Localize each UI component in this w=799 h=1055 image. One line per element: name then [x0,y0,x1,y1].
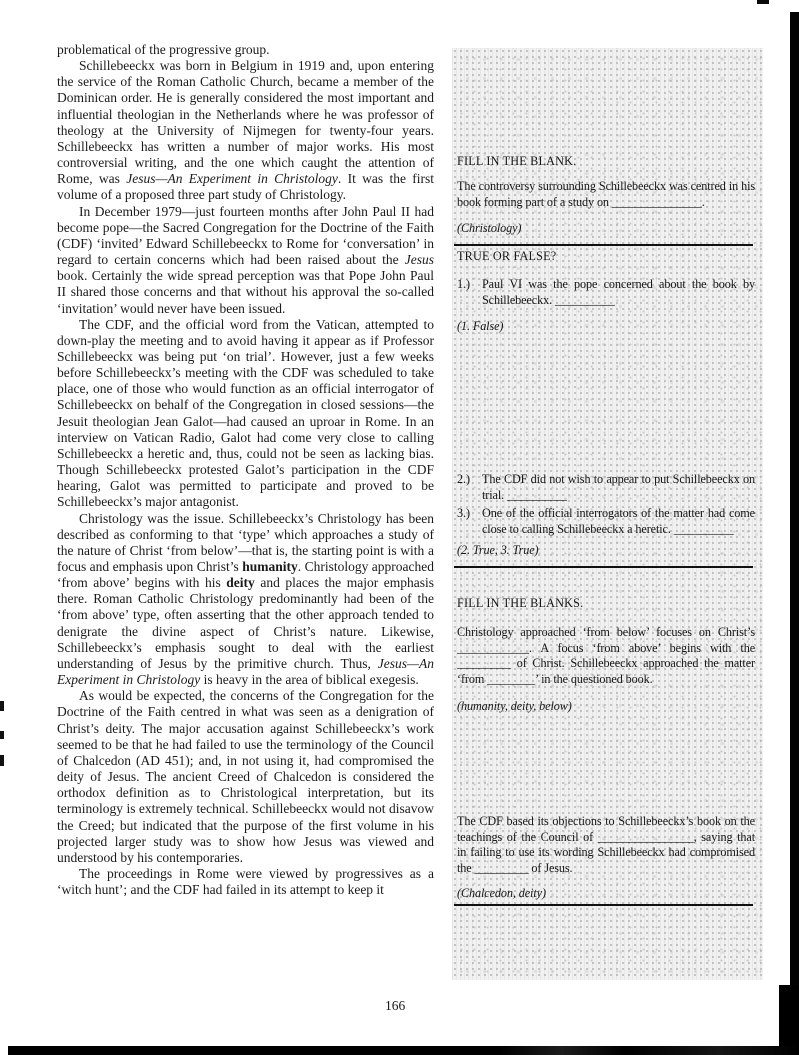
paragraph: Schillebeeckx was born in Belgium in 1919 and, upon entering the service of the Roman Catholic Church, became a member of the Dominican order. He is generally considered the most important and influential theologian in the Netherlands where he was professor of theology at the University of Nijmegen for twenty-four years. Schillebeeckx has written a number of major works. His most controversial writing, and the one which caught the attention of Rome, was Jesus—An Experiment in Christology. It was the first volume of a proposed three part study of Christology. [57,58,434,203]
paragraph: problematical of the progressive group. [57,42,270,57]
question-text: Paul VI was the pope concerned about the book by Schillebeeckx. __________ [482,277,755,307]
true-false-question-2 [457,472,755,503]
paragraph: The CDF, and the official word from the Vatican, attempted to down-play the meeting and to avoid having it appear as if Professor Schillebeeckx was being put ‘on trial’. However, just a few weeks before Schillebeeckx’s meeting with the CDF was scheduled to take place, one of those who would function as an official interrogator of Schillebeeckx on behalf of the Congregation in closed sessions—the Jesuit theologian Jean Galot—had caused an uproar in Rome. In an interview on Vatican Radio, Galot had come very close to calling Schillebeeckx a heretic and, thus, could not be seen as lacking bias. Though Schillebeeckx protested Galot’s participation in the CDF hearing, Galot was permitted to participate and proved to be Schillebeeckx’s major antagonist. [57,316,434,510]
section-divider [454,566,753,568]
section-divider [454,904,753,906]
scan-artifact [779,985,799,1055]
question-number: 1.) [457,277,470,291]
true-false-question-3 [457,506,755,537]
true-false-answer-2-3: (2. True, 3. True) [457,543,539,557]
scan-artifact [0,731,4,739]
true-false-heading: TRUE OR FALSE? [457,249,557,263]
exercise-panel [452,48,763,980]
page-number: 166 [385,998,406,1013]
paragraph: The proceedings in Rome were viewed by progressives as a ‘witch hunt’; and the CDF had failed in its attempt to keep it [57,865,434,898]
question-text: One of the official interrogators of the matter had come close to calling Schillebeeckx a heretic. __________ [482,506,755,536]
true-false-question-1 [457,277,755,308]
paragraph: In December 1979—just fourteen months after John Paul II had become pope—the Sacred Congregation for the Doctrine of the Faith (CDF) ‘invited’ Edward Schillebeeckx to Rome for ‘conversation’ in regard to certain concerns which had been raised about the Jesus book. Certainly the wide spread perception was that Pope John Paul II shared those concerns and that without his approval the so-called ‘invitation’ would never have been issued. [57,203,434,316]
fill1-answer: (Christology) [457,221,522,235]
scan-edge-bottom [8,1046,799,1055]
section-divider [454,244,753,246]
question-number: 2.) [457,472,470,486]
fill3-body: The CDF based its objections to Schillebeeckx’s book on the teachings of the Council of ________________, saying that in failing to use its wording Schillebeeckx had compromised the _________ of Jesus. [457,814,755,875]
scan-artifact [757,0,769,4]
fill1-body: The controversy surrounding Schillebeeckx was centred in his book forming part of a study on _______________. [457,179,755,209]
scan-artifact [0,701,4,711]
paragraph: As would be expected, the concerns of the Congregation for the Doctrine of the Faith centred in what was seen as a denigration of Christ’s deity. The major accusation against Schillebeeckx’s work seemed to be that he had failed to use the terminology of the Council of Chalcedon (AD 451); and, in not using it, had compromised the deity of Jesus. The ancient Creed of Chalcedon is considered the orthodox definition as to Christological interpretation, but its terminology is extremely technical. Schillebeeckx would not disavow the Creed; but indicated that the purpose of the first volume in his projected larger study was to show how Jesus was viewed and understood by his contemporaries. [57,688,434,865]
fill1-heading: FILL IN THE BLANK. [457,154,577,168]
fill2-heading: FILL IN THE BLANKS. [457,596,584,610]
question-text: The CDF did not wish to appear to put Schillebeeckx on trial. __________ [482,472,755,502]
true-false-answer-1: (1. False) [457,319,504,333]
fill2-body: Christology approached ‘from below’ focuses on Christ’s ____________. A focus ‘from above’ begins with the _________ of Christ. Schillebeeckx approached the matter ‘from ________’ in the questioned book. [457,625,755,686]
question-number: 3.) [457,506,470,520]
fill2-answer: (humanity, deity, below) [457,699,572,713]
fill3-answer: (Chalcedon, deity) [457,886,546,900]
scan-edge-right [790,12,799,1055]
scan-artifact [0,755,4,766]
paragraph: Christology was the issue. Schillebeeckx’s Christology has been described as conforming to that ‘type’ which approaches a study of the nature of Christ ‘from below’—that is, the starting point is with a focus and emphasis upon Christ’s humanity. Christology approached ‘from above’ begins with his deity and places the major emphasis there. Roman Catholic Christology predominantly had been of the ‘from above’ type, often asserting that the other approach tended to denigrate the divine aspect of Christ’s nature. Likewise, Schillebeeckx’s emphasis sought to deal with the earliest understanding of Jesus by the primitive church. Thus, Jesus—An Experiment in Christology is heavy in the area of biblical exegesis. [57,510,435,688]
article-text [57,42,434,898]
